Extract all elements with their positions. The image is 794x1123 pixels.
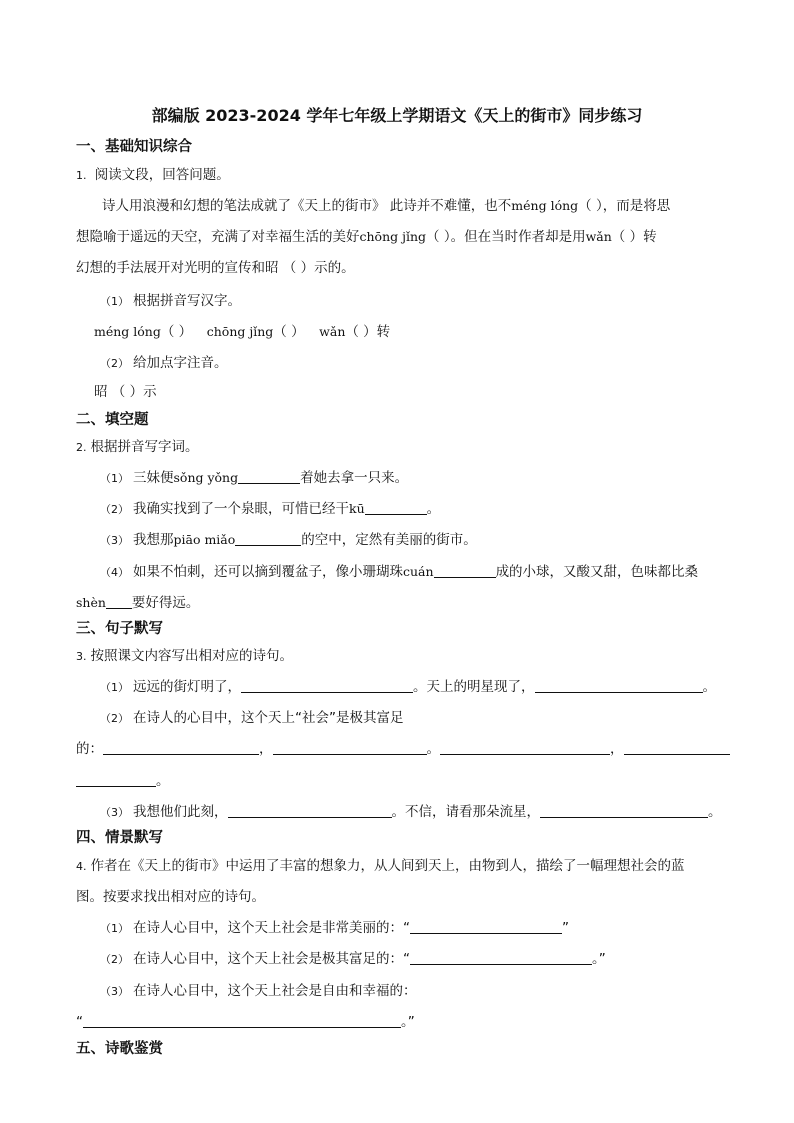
- sub-question-text: 给加点字注音。: [133, 355, 228, 371]
- item-text: 。”: [401, 1014, 415, 1030]
- answer-blank[interactable]: [434, 562, 496, 578]
- question-3-item-2-blanks: [76, 739, 730, 759]
- item-text: 我确实找到了一个泉眼，可惜已经干: [133, 501, 349, 517]
- answer-blank[interactable]: [410, 949, 592, 965]
- answer-blank[interactable]: [535, 677, 703, 693]
- item-text: ”: [562, 920, 569, 936]
- section-heading-2: 二、填空题: [76, 412, 149, 428]
- sub-question-number: （1）: [100, 295, 129, 308]
- question-number: 3.: [76, 650, 87, 663]
- pinyin: chōng jǐng: [206, 324, 274, 339]
- item-text: 。: [426, 501, 441, 517]
- answer-blank[interactable]: [410, 918, 562, 934]
- answer-blank[interactable]: [83, 1012, 401, 1028]
- pinyin: méng lóng: [94, 324, 161, 339]
- passage-line-3: 幻想的手法展开对光明的宣传和昭 （ ）示的。: [76, 260, 355, 276]
- pinyin: sǒng yǒng: [173, 470, 239, 485]
- item-text: 。: [702, 679, 716, 695]
- sub-question-number: （2）: [100, 357, 129, 370]
- item-text: 三妹便: [133, 470, 174, 486]
- item-text: 我想他们此刻，: [133, 804, 228, 820]
- item-number: （1）: [100, 472, 129, 485]
- pinyin: méng lóng: [511, 198, 579, 213]
- item-number: （3）: [100, 534, 129, 547]
- question-3-item-2: [100, 708, 404, 729]
- item-text: 。”: [592, 951, 606, 967]
- question-number: 4.: [76, 860, 87, 873]
- answer-blank[interactable]: [241, 677, 413, 693]
- answer-blank[interactable]: （ ）: [160, 324, 193, 340]
- answer-blank[interactable]: [540, 802, 708, 818]
- question-4-stem-cont: 图。按要求找出相对应的诗句。: [76, 889, 265, 905]
- pinyin: kū: [349, 501, 365, 516]
- item-number: （1）: [100, 681, 129, 694]
- answer-blank[interactable]: （ ）: [273, 324, 305, 340]
- item-text: 在诗人心目中，这个天上社会是自由和幸福的：: [133, 983, 417, 999]
- page-title: 部编版 2023-2024 学年七年级上学期语文《天上的街市》同步练习: [151, 106, 643, 125]
- item-number: （2）: [100, 953, 129, 966]
- pinyin: wǎn: [319, 324, 346, 339]
- section-heading-1: 一、基础知识综合: [76, 139, 192, 155]
- question-number: 2.: [76, 441, 87, 454]
- item-text: 。不信，请看那朵流星，: [391, 804, 540, 820]
- question-4-item-3-blank: [76, 1012, 415, 1032]
- question-text: 按照课文内容写出相对应的诗句。: [90, 648, 293, 664]
- item-text: 在诗人心目中，这个天上社会是非常美丽的：“: [133, 920, 410, 936]
- item-text: 的：: [76, 741, 103, 757]
- question-4-item-2: [100, 949, 606, 970]
- item-text: 。: [156, 773, 170, 789]
- pinyin: chōng jǐng: [359, 229, 427, 244]
- question-text: 根据拼音写字词。: [90, 439, 199, 455]
- pinyin: cuán: [403, 564, 434, 579]
- question-2-item-4: [100, 562, 698, 583]
- passage-line-2: [76, 227, 657, 247]
- answer-blank[interactable]: [106, 593, 132, 609]
- item-text: 要好得远。: [131, 595, 200, 611]
- item-text: 的空中，定然有美丽的街市。: [301, 532, 477, 548]
- item-text: 。: [708, 804, 722, 820]
- item-number: （1）: [100, 922, 129, 935]
- item-text: 在诗人的心目中，这个天上“社会”是极其富足: [133, 710, 404, 726]
- item-text: ，: [610, 741, 624, 757]
- pinyin: shèn: [76, 595, 106, 610]
- item-text: “: [76, 1014, 83, 1030]
- pinyin: wǎn: [585, 229, 612, 244]
- question-4-stem: [76, 856, 685, 877]
- item-text: 远远的街灯明了，: [133, 679, 241, 695]
- pinyin-answer-row: [94, 322, 390, 342]
- item-number: （4）: [100, 566, 129, 579]
- item-number: （3）: [100, 806, 129, 819]
- sub-question-text: 根据拼音写汉字。: [133, 293, 241, 309]
- item-text: ，: [259, 741, 273, 757]
- item-number: （3）: [100, 985, 129, 998]
- question-text: 阅读文段，回答问题。: [94, 167, 230, 183]
- question-4-item-1: [100, 918, 569, 939]
- item-text: 如果不怕刺，还可以摘到覆盆子，像小珊瑚珠: [133, 564, 403, 580]
- pinyin: piāo miǎo: [173, 532, 236, 547]
- item-text: 着她去拿一只来。: [300, 470, 409, 486]
- item-text: 。天上的明星现了，: [413, 679, 535, 695]
- section-heading-5: 五、诗歌鉴赏: [76, 1041, 163, 1057]
- question-text: 作者在《天上的街市》中运用了丰富的想象力，从人间到天上，由物到人，描绘了一幅理想社会的蓝: [90, 858, 685, 874]
- annotation-answer-row[interactable]: 昭 （ ）示: [94, 384, 157, 400]
- answer-blank[interactable]: [76, 771, 156, 787]
- question-2-item-4-cont: [76, 593, 199, 613]
- section-heading-3: 三、句子默写: [76, 621, 163, 637]
- question-3-item-2-cont: [76, 771, 170, 791]
- item-text: 我想那: [133, 532, 174, 548]
- question-3-item-1: [100, 677, 716, 698]
- question-4-item-3: [100, 981, 417, 1002]
- passage-line-1: [102, 196, 670, 216]
- item-text: 。: [426, 741, 440, 757]
- item-number: （2）: [100, 712, 129, 725]
- item-text: 在诗人心目中，这个天上社会是极其富足的：“: [133, 951, 410, 967]
- answer-blank[interactable]: [365, 499, 427, 515]
- answer-blank[interactable]: [103, 739, 259, 755]
- passage-text: （ ）转: [611, 229, 657, 245]
- question-2-item-2: [100, 499, 440, 520]
- sub-question-1-2: [100, 353, 228, 374]
- answer-blank[interactable]: [235, 530, 301, 546]
- passage-text: 想隐喻于遥远的天空，充满了对幸福生活的美好: [76, 229, 360, 245]
- answer-blank[interactable]: （ ）转: [345, 324, 391, 340]
- answer-blank[interactable]: [238, 468, 300, 484]
- question-2-item-1: [100, 468, 408, 489]
- question-3-stem: [76, 646, 293, 667]
- question-1-stem: [76, 165, 230, 186]
- question-number: 1.: [76, 169, 87, 182]
- passage-text: 诗人用浪漫和幻想的笔法成就了《天上的街市》 此诗并不难懂，也不: [102, 198, 512, 214]
- passage-text: （ ）。但在当时作者却是用: [426, 229, 586, 245]
- sub-question-1-1: [100, 291, 241, 312]
- item-text: 成的小球，又酸又甜，色味都比桑: [495, 564, 699, 580]
- answer-blank[interactable]: [273, 739, 427, 755]
- answer-blank[interactable]: [228, 802, 392, 818]
- question-3-item-3: [100, 802, 722, 823]
- item-number: （2）: [100, 503, 129, 516]
- question-2-stem: [76, 437, 199, 458]
- passage-text: （ ），而是将思: [578, 198, 671, 214]
- question-2-item-3: [100, 530, 477, 551]
- answer-blank[interactable]: [624, 739, 730, 755]
- section-heading-4: 四、情景默写: [76, 830, 163, 846]
- answer-blank[interactable]: [440, 739, 610, 755]
